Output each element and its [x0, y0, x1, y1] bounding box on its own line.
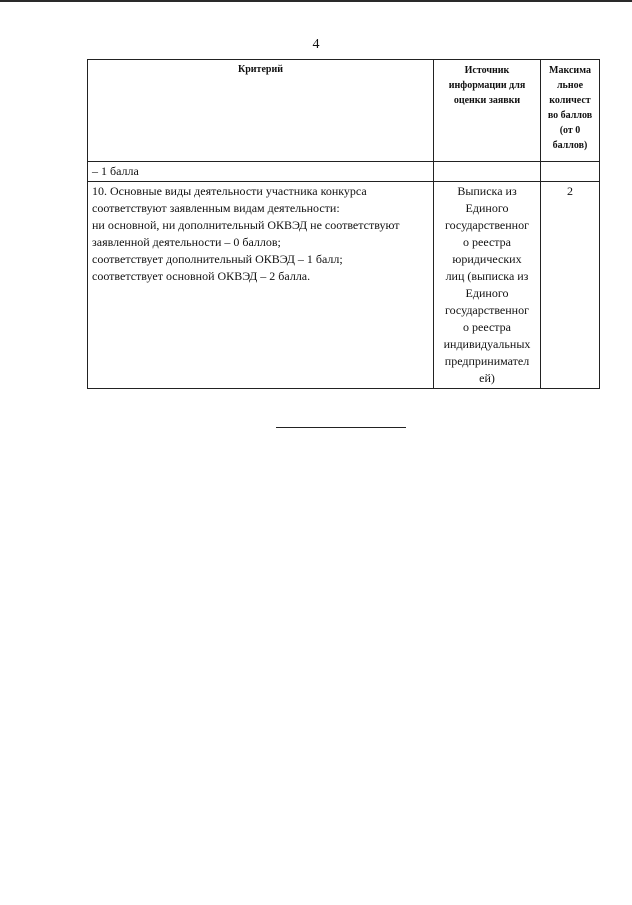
criterion-line: заявленной деятельности – 0 баллов; [92, 235, 281, 249]
criterion-line: 10. Основные виды деятельности участника конкурса [92, 184, 367, 198]
criterion-cell [88, 182, 434, 389]
continuation-criterion-cell: – 1 балла [88, 162, 434, 182]
source-line: лиц (выписка из [445, 269, 529, 283]
continuation-max-cell [541, 162, 600, 182]
source-line: юридических [452, 252, 522, 266]
top-edge-line [0, 0, 632, 2]
page-number: 4 [312, 37, 320, 52]
source-line: Единого [465, 201, 509, 215]
criterion-line: соответствует дополнительный ОКВЭД – 1 балл; [92, 252, 343, 266]
header-max-line: льное [556, 80, 584, 91]
header-source-line: информации для [448, 80, 526, 91]
source-line: Единого [465, 286, 509, 300]
source-line: о реестра [463, 320, 511, 334]
table-row [88, 182, 600, 389]
source-line: индивидуальных [443, 337, 531, 351]
header-source-line: Источник [464, 65, 510, 76]
criterion-line: соответствует основной ОКВЭД – 2 балла. [92, 269, 311, 283]
header-source-line: оценки заявки [453, 95, 521, 106]
criteria-table [87, 59, 600, 389]
table-header-row [88, 60, 600, 162]
max-score-cell: 2 [541, 182, 600, 389]
source-line: о реестра [463, 235, 511, 249]
source-line: ей) [479, 371, 495, 385]
header-max-line: во баллов [547, 110, 593, 121]
criterion-line: соответствуют заявленным видам деятельности: [92, 201, 340, 215]
header-criterion: Критерий [88, 60, 434, 162]
source-line: государственног [444, 303, 530, 317]
criterion-line: ни основной, ни дополнительный ОКВЭД не соответствуют [92, 218, 400, 232]
header-max-line: количест [549, 95, 591, 106]
header-max-line: баллов) [552, 140, 588, 151]
header-max-line: (от 0 [559, 125, 581, 136]
source-line: Выписка из [457, 184, 517, 198]
header-max-line: Максима [549, 65, 591, 76]
header-source [434, 60, 541, 162]
continuation-source-cell [434, 162, 541, 182]
end-of-document-line [276, 427, 406, 428]
source-line: предпринимател [444, 354, 530, 368]
source-cell [434, 182, 541, 389]
source-line: государственног [444, 218, 530, 232]
header-max-score [541, 60, 600, 162]
table-row [88, 162, 600, 182]
